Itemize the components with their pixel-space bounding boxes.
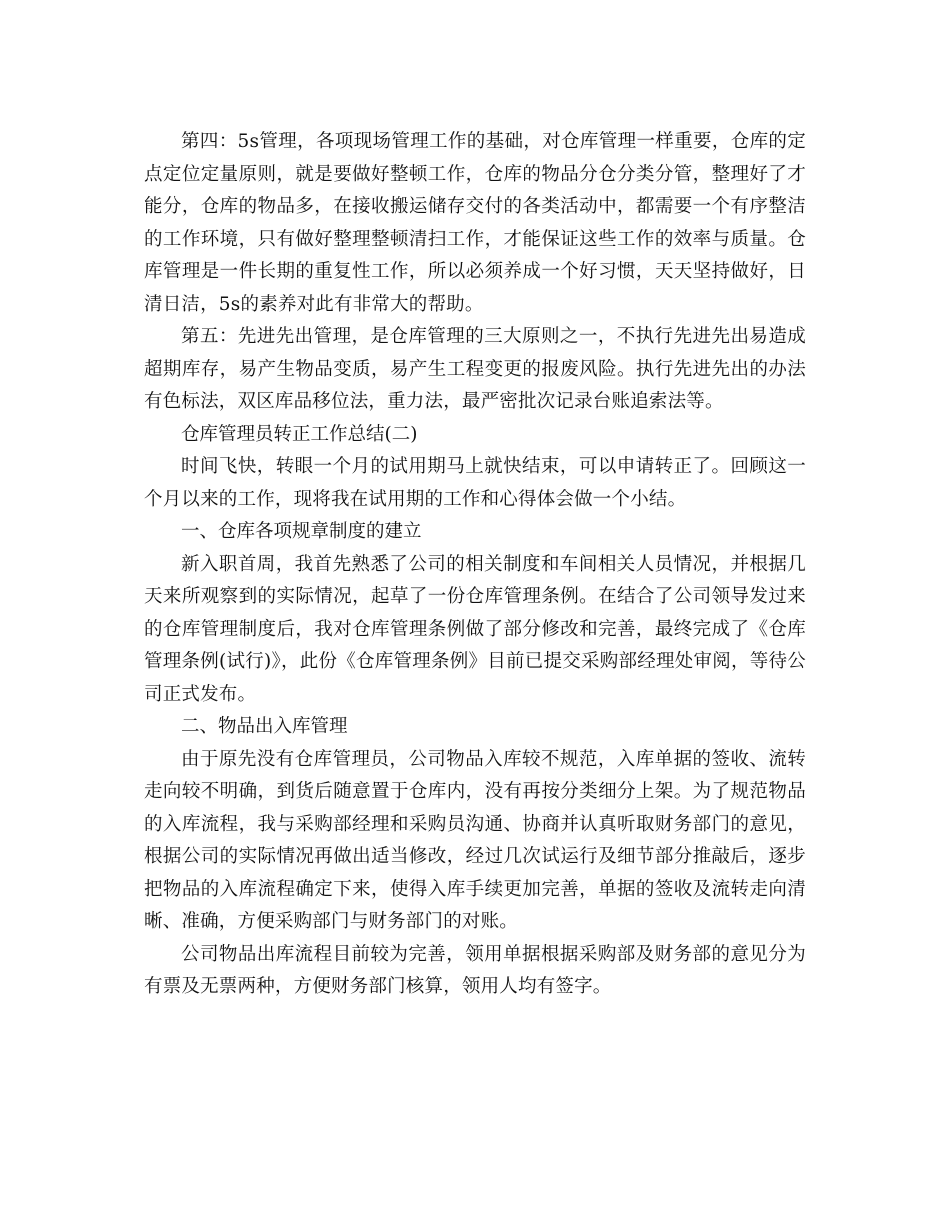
paragraph-outbound: 公司物品出库流程目前较为完善，领用单据根据采购部及财务部的意见分为有票及无票两种，方便财务部门核算，领用人均有签字。 <box>144 943 806 997</box>
paragraph-inbound: 由于原先没有仓库管理员，公司物品入库较不规范，入库单据的签收、流转走向较不明确，到货后随意置于仓库内，没有再按分类细分上架。为了规范物品的入库流程，我与采购部经理和采购员沟通、协商并认真听取财务部门的意见，根据公司的实际情况再做出适当修改，经过几次试运行及细节部分推敲后，逐步把物品的入库流程确定下来，使得入库手续更加完善，单据的签收及流转走向清晰、准确，方便采购部门与财务部门的对账。 <box>144 748 806 932</box>
section-title-summary-two: 仓库管理员转正工作总结(二) <box>181 423 418 445</box>
paragraph-intro: 时间飞快，转眼一个月的试用期马上就快结束，可以申请转正了。回顾这一个月以来的工作，现将我在试用期的工作和心得体会做一个小结。 <box>144 456 806 510</box>
document-page <box>144 126 806 1004</box>
paragraph-fifo-management: 第五：先进先出管理，是仓库管理的三大原则之一，不执行先进先出易造成超期库存，易产生物品变质，易产生工程变更的报废风险。执行先进先出的办法有色标法，双区库品移位法，重力法，最严密批次记录台账追索法等。 <box>144 326 806 412</box>
paragraph-rules: 新入职首周，我首先熟悉了公司的相关制度和车间相关人员情况，并根据几天来所观察到的实际情况，起草了一份仓库管理条例。在结合了公司领导发过来的仓库管理制度后，我对仓库管理条例做了部分修改和完善，最终完成了《仓库管理条例(试行)》，此份《仓库管理条例》目前已提交采购部经理处审阅，等待公司正式发布。 <box>144 553 806 705</box>
paragraph-5s-management: 第四：5s管理，各项现场管理工作的基础，对仓库管理一样重要，仓库的定点定位定量原则，就是要做好整顿工作，仓库的物品分仓分类分管，整理好了才能分，仓库的物品多，在接收搬运储存交付的各类活动中，都需要一个有序整洁的工作环境，只有做好整理整顿清扫工作，才能保证这些工作的效率与质量。仓库管理是一件长期的重复性工作，所以必须养成一个好习惯，天天坚持做好，日清日洁，5s的素养对此有非常大的帮助。 <box>144 131 806 315</box>
section-heading-rules: 一、仓库各项规章制度的建立 <box>181 521 422 542</box>
section-heading-inout: 二、物品出入库管理 <box>181 716 348 737</box>
